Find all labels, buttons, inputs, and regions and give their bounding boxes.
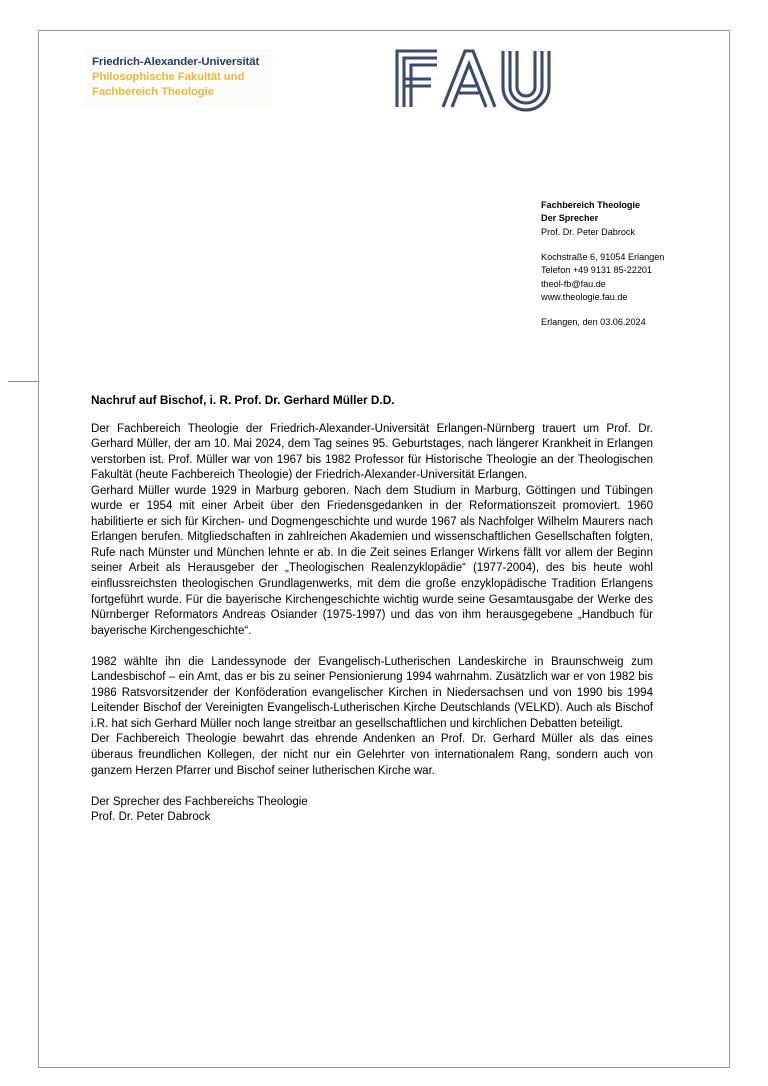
place-and-date: Erlangen, den 03.06.2024 <box>541 316 646 327</box>
wordmark-line-faculty: Philosophische Fakultät und <box>92 70 245 83</box>
sender-email[interactable]: theol-fb@fau.de <box>541 278 606 289</box>
paragraph-spacer <box>91 639 653 655</box>
wordmark-line-university: Friedrich-Alexander-Universität <box>92 56 260 68</box>
university-wordmark <box>84 49 273 107</box>
sender-phone: Telefon +49 9131 85-22201 <box>541 265 652 276</box>
sender-website[interactable]: www.theologie.fau.de <box>541 292 628 303</box>
sender-person: Prof. Dr. Peter Dabrock <box>541 226 636 237</box>
body-paragraph: 1982 wählte ihn die Landessynode der Evangelisch-Lutherischen Landeskirche in Braunschweig zum Landesbischof – ein Amt, das er bis zu seiner Pensionierung 1994 wahrnahm. Zusätzlich war er von 1982 bis 1986 Ratsvorsitzender der Konföderation evangelischer Kirchen in Niedersachsen und von 1990 bis 1994 Leitender Bischof der Vereinigten Evangelisch-Lutherischen Kirche Deutschlands (VELKD). Auch als Bischof i.R. hat sich Gerhard Müller noch lange streitbar an gesellschaftlichen und kirchlichen Debatten beteiligt. <box>91 655 653 730</box>
sender-address: Kochstraße 6, 91054 Erlangen <box>541 252 665 263</box>
signature-role: Der Sprecher des Fachbereichs Theologie <box>91 795 308 808</box>
body-paragraph: Der Fachbereich Theologie der Friedrich-Alexander-Universität Erlangen-Nürnberg trauert um Prof. Dr. Gerhard Müller, der am 10. Mai 2024, dem Tag seines 95. Geburtstages, nach längerer Krankheit in Erlangen verstorben ist. Prof. Müller war von 1967 bis 1982 Professor für Historische Theologie an der Theologischen Fakultät (heute Fachbereich Theologie) der Friedrich-Alexander-Universität Erlangen. <box>91 422 653 482</box>
body-paragraph: Der Fachbereich Theologie bewahrt das ehrende Andenken an Prof. Dr. Gerhard Müller als das eines überaus freundlichen Kollegen, der nicht nur ein Gelehrter von internationalem Rang, sondern auch von ganzem Herzen Pfarrer und Bischof seiner lutherischen Kirche war. <box>91 733 653 777</box>
date-spacer <box>541 305 741 316</box>
sender-contact-block <box>541 199 741 329</box>
wordmark-line-department: Fachbereich Theologie <box>92 85 214 98</box>
letterhead <box>39 31 731 151</box>
signature-name: Prof. Dr. Peter Dabrock <box>91 811 211 824</box>
fau-logo-icon <box>391 43 561 113</box>
body-paragraph: Gerhard Müller wurde 1929 in Marburg geboren. Nach dem Studium in Marburg, Göttingen und Tübingen wurde er 1954 mit einer Arbeit über den Friedensgedanken in der Reformationszeit promoviert. 1960 habilitierte er sich für Kirchen- und Dogmengeschichte und wurde 1967 als Nachfolger Wilhelm Maurers nach Erlangen berufen. Mitgliedschaften in zahlreichen Akademien und wissenschaftlichen Gesellschaften folgten, Rufe nach Münster und München lehnte er ab. In die Zeit seines Erlanger Wirkens fällt vor allem der Beginn seiner Arbeit als Herausgeber der „Theologischen Realenzyklopädie“ (1977-2004), des bis heute wohl einflussreichsten theologischen Grundlagenwerks, mit dem die große enzyklopädische Tradition Erlangens fortgeführt wurde. Für die bayerische Kirchengeschichte wichtig wurde seine Gesamtausgabe der Werke des Nürnberger Reformators Andreas Osiander (1975-1997) und das von ihm herausgegebene „Handbuch für bayerische Kirchengeschichte“. <box>91 484 653 637</box>
letter-title: Nachruf auf Bischof, i. R. Prof. Dr. Gerhard Müller D.D. <box>91 393 395 407</box>
signature-spacer <box>91 779 653 795</box>
sender-department: Fachbereich Theologie <box>541 200 641 210</box>
sender-role: Der Sprecher <box>541 213 599 224</box>
sender-spacer <box>541 239 741 251</box>
letter-body <box>91 393 653 826</box>
letter-page <box>38 30 730 1068</box>
